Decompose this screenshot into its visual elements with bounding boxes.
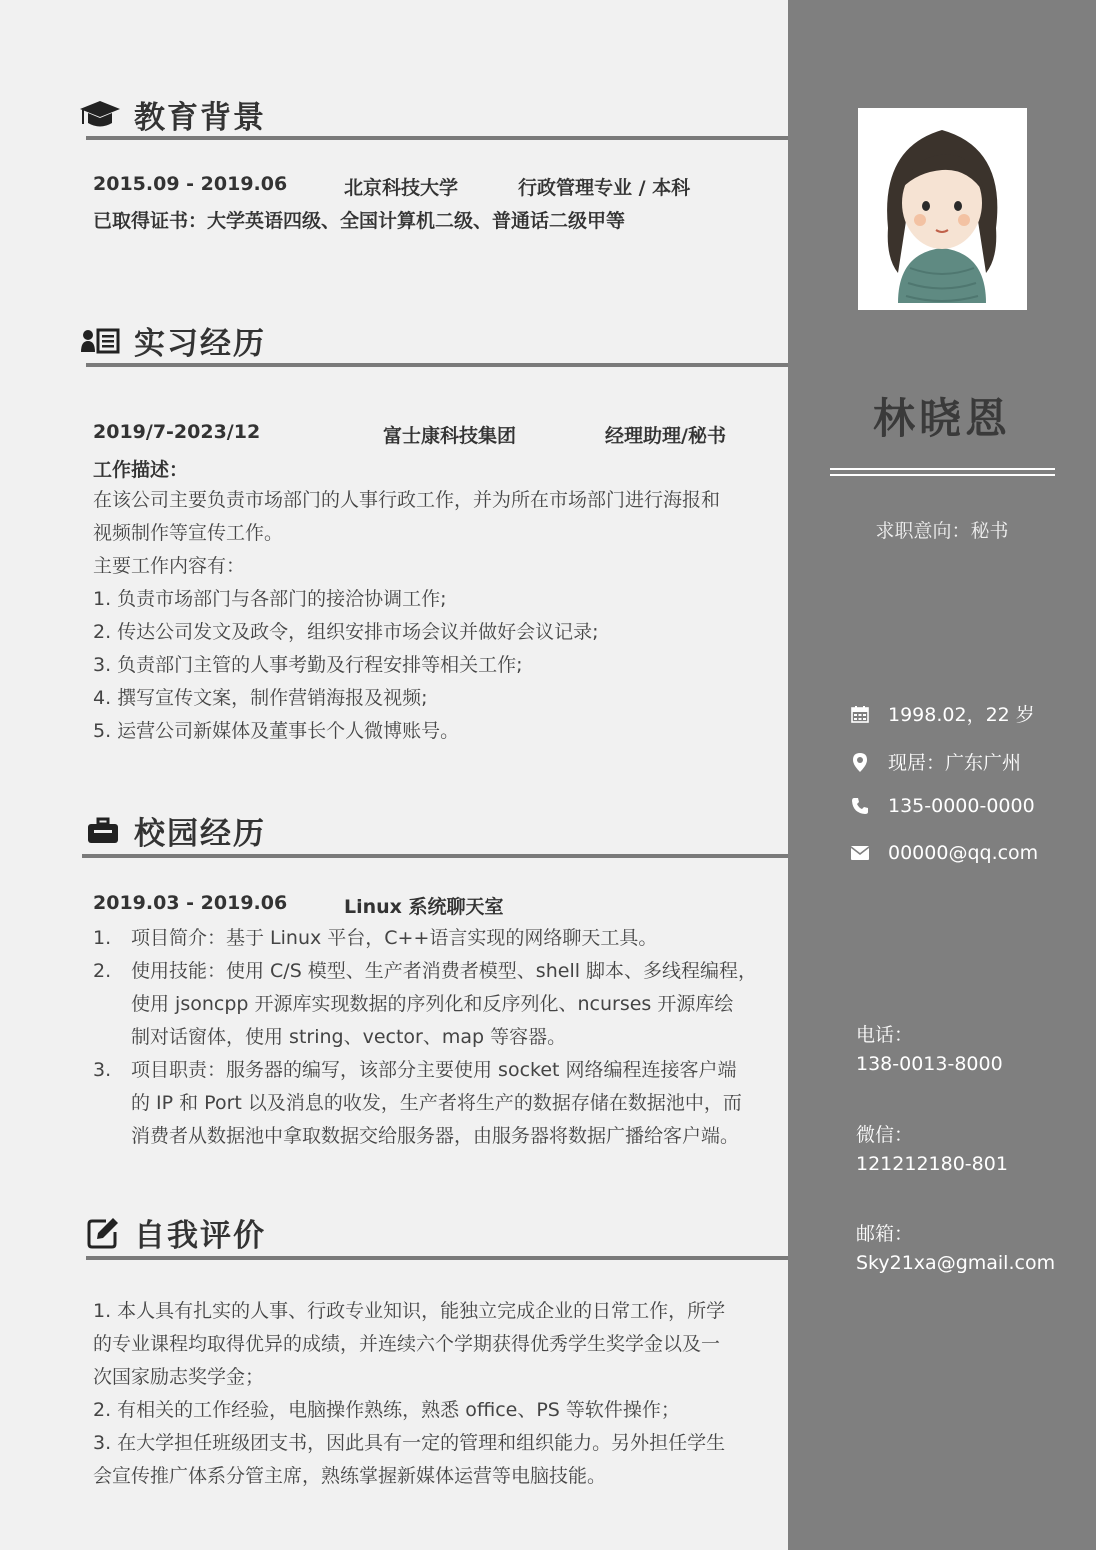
- education-school: 北京科技大学: [344, 177, 459, 199]
- internship-desc-line: 在该公司主要负责市场部门的人事行政工作，并为所在市场部门进行海报和: [93, 489, 721, 511]
- mail-label: 邮箱：: [856, 1223, 914, 1245]
- education-title: 教育背景: [134, 100, 266, 136]
- self-eval-line: 1. 本人具有扎实的人事、行政专业知识，能独立完成企业的日常工作，所学: [93, 1300, 726, 1322]
- education-header: [78, 92, 266, 137]
- internship-item: 5. 运营公司新媒体及董事长个人微博账号。: [93, 720, 460, 742]
- campus-item-number: 1.: [93, 927, 112, 949]
- self-eval-divider: [86, 1256, 788, 1260]
- internship-desc-label: 工作描述：: [93, 459, 189, 481]
- location-text: 现居：广东广州: [888, 752, 1022, 774]
- self-eval-line: 2. 有相关的工作经验，电脑操作熟练，熟悉 office、PS 等软件操作；: [93, 1399, 680, 1421]
- internship-item: 4. 撰写宣传文案，制作营销海报及视频;: [93, 687, 428, 709]
- campus-item-line: 的 IP 和 Port 以及消息的收发，生产者将生产的数据存储在数据池中，而: [131, 1092, 742, 1114]
- tel-value: 138-0013-8000: [856, 1053, 1003, 1075]
- campus-item-line: 项目简介：基于 Linux 平台，C++语言实现的网络聊天工具。: [131, 927, 658, 949]
- internship-item: 3. 负责部门主管的人事考勤及行程安排等相关工作;: [93, 654, 523, 676]
- tel-label: 电话：: [856, 1024, 914, 1046]
- campus-item-line: 使用技能：使用 C/S 模型、生产者消费者模型、shell 脚本、多线程编程，: [131, 960, 758, 982]
- birth-info: [850, 700, 1035, 727]
- campus-period: 2019.03 - 2019.06: [93, 892, 288, 914]
- candidate-name: 林晓恩: [872, 394, 1011, 443]
- campus-header: [84, 808, 266, 853]
- campus-item-number: 2.: [93, 960, 112, 982]
- campus-item-line: 消费者从数据池中拿取数据交给服务器，由服务器将数据广播给客户端。: [131, 1125, 740, 1147]
- briefcase-icon: [84, 814, 122, 848]
- education-certs: 已取得证书：大学英语四级、全国计算机二级、普通话二级甲等: [93, 210, 626, 232]
- education-major: 行政管理专业 / 本科: [518, 177, 691, 199]
- internship-divider: [86, 363, 788, 367]
- phone-text: 135-0000-0000: [888, 795, 1035, 817]
- phone-icon: [850, 796, 870, 816]
- internship-item: 1. 负责市场部门与各部门的接洽协调工作;: [93, 588, 447, 610]
- self-eval-line: 3. 在大学担任班级团支书，因此具有一定的管理和组织能力。另外担任学生: [93, 1432, 726, 1454]
- self-eval-line: 的专业课程均取得优异的成绩，并连续六个学期获得优秀学生奖学金以及一: [93, 1333, 721, 1355]
- internship-period: 2019/7-2023/12: [93, 421, 261, 443]
- campus-project: Linux 系统聊天室: [344, 896, 504, 918]
- internship-content-label: 主要工作内容有：: [93, 555, 246, 577]
- self-eval-header: [84, 1210, 266, 1255]
- envelope-icon: [850, 843, 870, 863]
- name-divider: [830, 474, 1055, 476]
- calendar-icon: [850, 704, 870, 724]
- avatar: [858, 108, 1027, 310]
- internship-company: 富士康科技集团: [383, 425, 517, 447]
- campus-item-number: 3.: [93, 1059, 112, 1081]
- self-eval-line: 次国家励志奖学金；: [93, 1366, 265, 1388]
- id-card-icon: [78, 324, 122, 358]
- internship-title: 实习经历: [134, 326, 266, 362]
- mail-value: Sky21xa@gmail.com: [856, 1252, 1056, 1274]
- edit-icon: [84, 1216, 122, 1250]
- campus-item-line: 项目职责：服务器的编写，该部分主要使用 socket 网络编程连接客户端: [131, 1059, 737, 1081]
- campus-divider: [82, 854, 788, 858]
- name-divider: [830, 468, 1055, 470]
- self-eval-title: 自我评价: [134, 1218, 266, 1254]
- internship-item: 2. 传达公司发文及政令，组织安排市场会议并做好会议记录;: [93, 621, 599, 643]
- phone-info: [850, 795, 1035, 817]
- internship-desc-line: 视频制作等宣传工作。: [93, 522, 284, 544]
- birth-text: 1998.02，22 岁: [888, 704, 1035, 726]
- location-info: [850, 748, 1021, 775]
- job-intent: 求职意向：秘书: [875, 520, 1009, 542]
- wechat-label: 微信：: [856, 1124, 914, 1146]
- campus-item-line: 使用 jsoncpp 开源库实现数据的序列化和反序列化、ncurses 开源库绘: [131, 993, 734, 1015]
- education-divider: [86, 136, 788, 140]
- map-pin-icon: [850, 752, 870, 772]
- email-info: [850, 842, 1038, 864]
- wechat-value: 121212180-801: [856, 1153, 1008, 1175]
- graduation-cap-icon: [78, 98, 122, 132]
- email-text: 00000@qq.com: [888, 842, 1039, 864]
- campus-title: 校园经历: [134, 816, 266, 852]
- self-eval-line: 会宣传推广体系分管主席，熟练掌握新媒体运营等电脑技能。: [93, 1465, 607, 1487]
- internship-header: [78, 318, 266, 363]
- internship-role: 经理助理/秘书: [605, 425, 726, 447]
- campus-item-line: 制对话窗体，使用 string、vector、map 等容器。: [131, 1026, 567, 1048]
- education-period: 2015.09 - 2019.06: [93, 173, 288, 195]
